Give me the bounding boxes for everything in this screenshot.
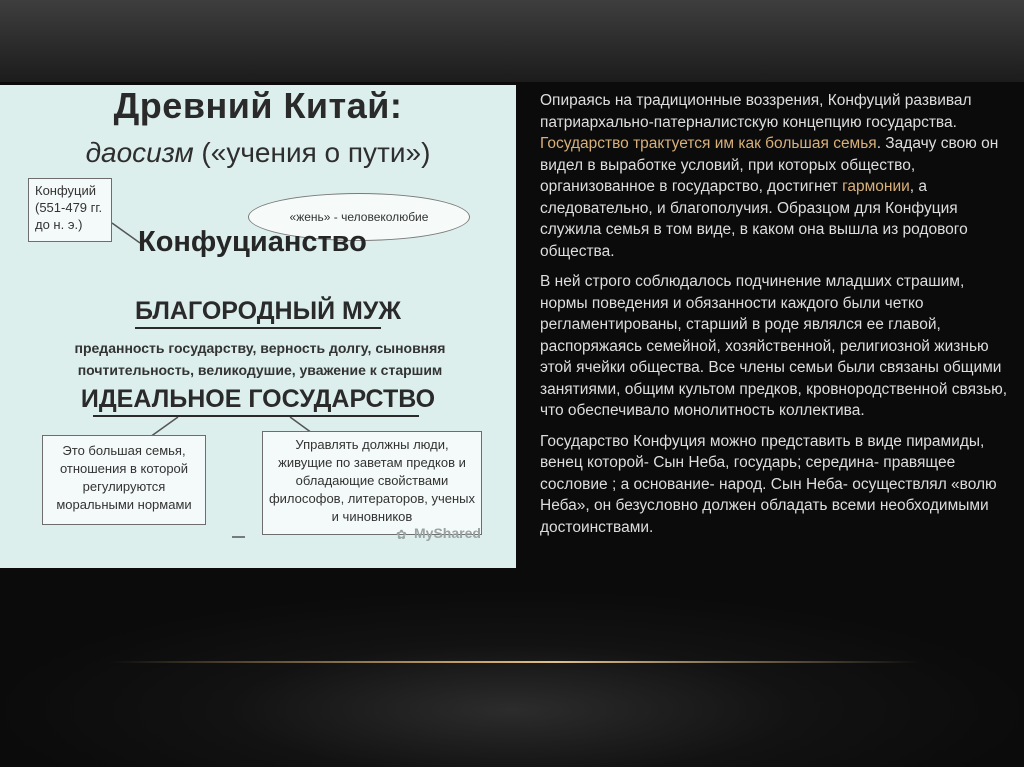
ideal-state-heading: ИДЕАЛЬНОЕ ГОСУДАРСТВО — [80, 385, 436, 413]
text-panel — [540, 90, 1010, 547]
gold-divider-line — [110, 661, 920, 663]
myshared-watermark: MyShared — [414, 525, 481, 541]
virtues-text: преданность государству, верность долгу, сыновняя почтительность, великодушие, уважение к старшим — [74, 340, 446, 378]
connector-confucius — [112, 223, 140, 243]
paragraph-2: В ней строго соблюдалось подчинение младших страшим, нормы поведения и обязанности каждого были четко регламентированы, старший в роде являлся ее главой, распоряжаясь семейной, хозяйственной, религиозной жизнью этой ячейки общества. Все члены семьи были связаны общими занятиями, общим культом предков, кровнородственной связью, что обеспечивало монолитность коллектива. — [540, 273, 1008, 419]
noble-man-heading: БЛАГОРОДНЫЙ МУЖ — [135, 297, 401, 325]
paragraph-1: Опираясь на традиционные воззрения, Конфуций развивал патриархально-патерналистскую концепцию государства. Государство трактуется им как большая семья. Задачу свою он видел в выработке условий, при которых общество, организованное в государство, достигнет гармонии, а следовательно, и благополучия. Образцом для Конфуция служила семья в том виде, в каком она вышла из родового общества. — [540, 92, 999, 260]
confucius-box: Конфуций (551-479 гг. до н. э.) — [28, 178, 112, 242]
ideal-state-underline — [93, 415, 419, 417]
rulers-box: Управлять должны люди, живущие по заветам предков и обладающие свойствами философов, литераторов, ученых и чиновников — [262, 431, 482, 535]
highlight-harmony: гармонии — [842, 178, 910, 195]
paragraph-3: Государство Конфуция можно представить в виде пирамиды, венец которой- Сын Неба, государь; середина- правящее сословие ; а основание- народ. Сын Неба- осуществлял «волю Неба», он безусловно должен обладать всеми необходимыми достоинствами. — [540, 432, 997, 536]
diagram-picture — [0, 85, 516, 568]
picture-subtitle: даосизм («учения о пути») — [85, 137, 431, 168]
myshared-logo-icon: ✿ — [396, 527, 407, 542]
confucianism-heading: Конфуцианство — [138, 226, 367, 258]
highlight-big-family: Государство трактуется им как большая семья — [540, 135, 877, 152]
noble-man-underline — [135, 327, 381, 329]
connector-family — [150, 417, 178, 437]
ren-cloud: «жень» - человеколюбие — [248, 193, 470, 241]
slide-top-band — [0, 0, 1024, 82]
family-box: Это большая семья, отношения в которой регулируются моральными нормами — [42, 435, 206, 525]
slide-bottom-glow — [0, 560, 1024, 767]
picture-title: Древний Китай: — [113, 85, 403, 126]
